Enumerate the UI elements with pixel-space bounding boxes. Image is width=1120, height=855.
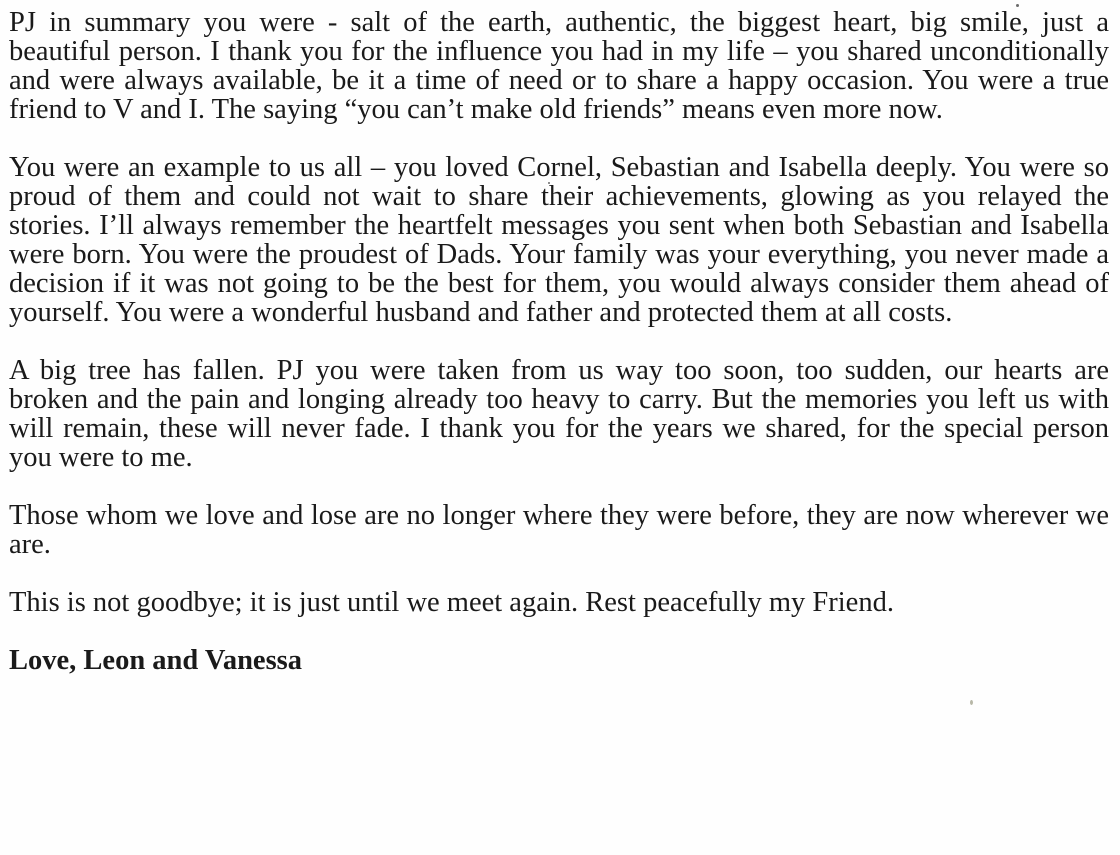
signature: Love, Leon and Vanessa xyxy=(9,645,303,676)
letter-body xyxy=(9,8,1109,675)
paragraph: PJ in summary you were - salt of the earth, authentic, the biggest heart, big smile, just a beautiful person. I thank you for the influence you had in my life – you shared unconditionally and were always available, be it a time of need or to share a happy occasion. You were a true friend to V and I. The saying “you can’t make old friends” means even more now. xyxy=(9,7,1109,125)
paragraph: You were an example to us all – you loved Cornel, Sebastian and Isabella deeply. You were so proud of them and could not wait to share their achievements, glowing as you relayed the stories. I’ll always remember the heartfelt messages you sent when both Sebastian and Isabella were born. You were the proudest of Dads. Your family was your everything, you never made a decision if it was not going to be the best for them, you would always consider them ahead of yourself. You were a wonderful husband and father and protected them at all costs. xyxy=(9,152,1109,328)
paragraph: Those whom we love and lose are no longer where they were before, they are now wherever we are. xyxy=(9,500,1109,560)
paragraph: A big tree has fallen. PJ you were taken from us way too soon, too sudden, our hearts are broken and the pain and longing already too heavy to carry. But the memories you left us with will remain, these will never fade. I thank you for the years we shared, for the special person you were to me. xyxy=(9,355,1109,473)
scan-speck xyxy=(970,700,973,705)
paragraph: This is not goodbye; it is just until we meet again. Rest peacefully my Friend. xyxy=(9,587,894,618)
